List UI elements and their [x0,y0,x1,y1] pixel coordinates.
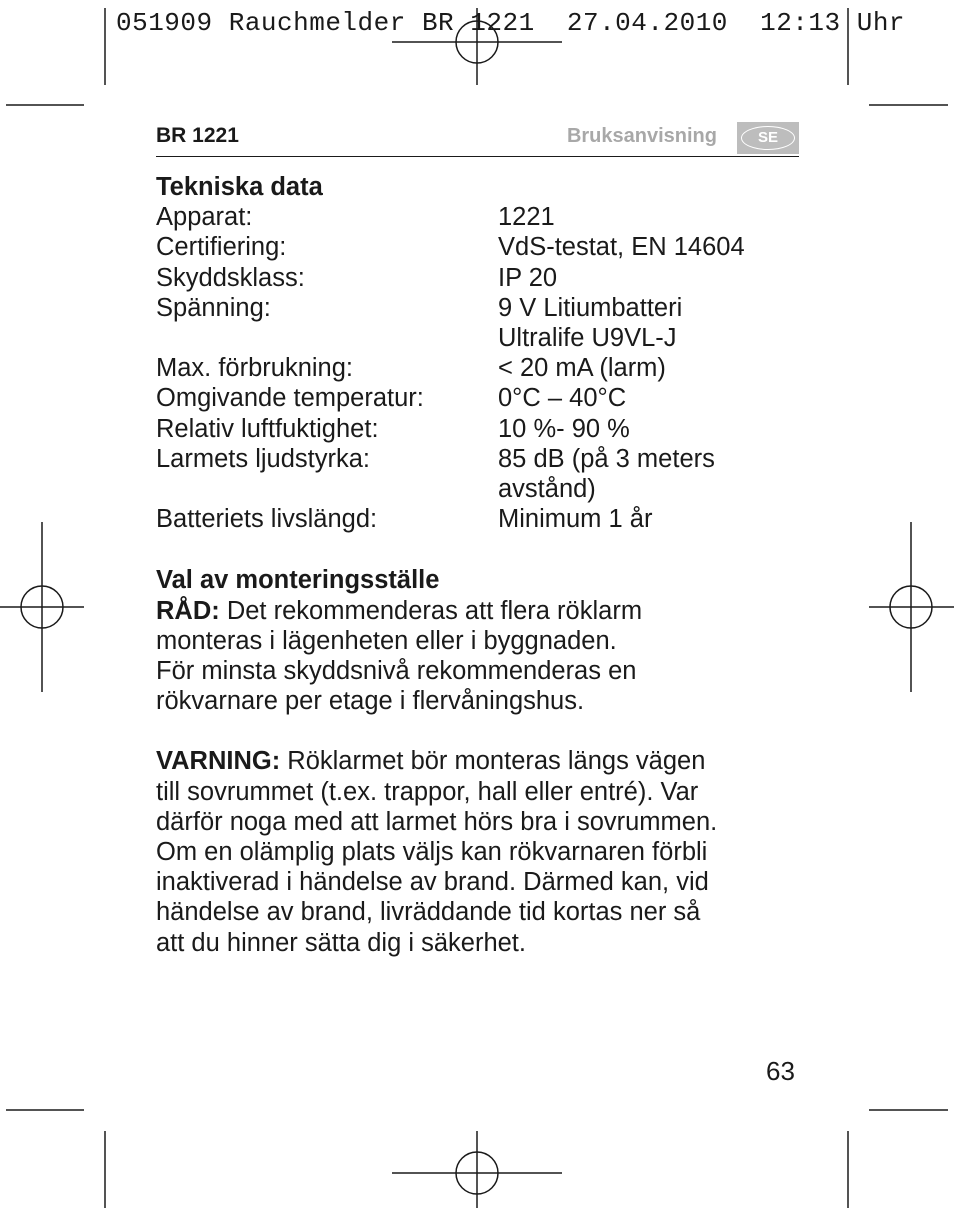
spec-row [156,232,816,262]
spec-value-line: VdS-testat, EN 14604 [498,233,745,262]
spec-value-line: IP 20 [498,263,558,292]
spacer [156,534,816,565]
spec-value-line: avstånd) [498,475,596,504]
spec-row [156,414,816,444]
paragraph-line: För minsta skyddsnivå rekommenderas en [156,657,637,686]
spec-value-line: Minimum 1 år [498,505,653,534]
spec-row [156,504,816,534]
page-header [156,120,799,157]
spec-label: Certifiering: [156,233,287,262]
model-title: BR 1221 [156,124,239,147]
spec-row [156,202,816,232]
technical-data-heading: Tekniska data [156,173,323,201]
advice-text: Det rekommenderas att flera röklarm [219,596,643,625]
spec-row [156,383,816,413]
spec-value-line: 9 V Litiumbatteri [498,293,683,322]
spec-value [498,353,816,383]
paragraph-line [156,746,816,776]
spec-row [156,263,816,293]
paragraph-line: Om en olämplig plats väljs kan rökvarnaren förbli [156,838,708,867]
paragraph-line: monteras i lägenheten eller i byggnaden. [156,626,617,655]
spec-label: Relativ luftfuktighet: [156,414,379,443]
print-slug: 051909 Rauchmelder BR 1221 27.04.2010 12:13 Uhr [116,8,906,38]
paragraph-line: till sovrummet (t.ex. trappor, hall eller entré). Var [156,777,699,806]
spec-label: Omgivande temperatur: [156,384,424,413]
paragraph-line [156,596,816,626]
spec-label: Max. förbrukning: [156,354,354,383]
spec-label: Larmets ljudstyrka: [156,444,370,473]
spec-value [498,232,816,262]
spec-value [498,293,816,353]
spec-label: Batteriets livslängd: [156,505,378,534]
paragraph-line: inaktiverad i händelse av brand. Därmed kan, vid [156,868,709,897]
spec-value-line: 85 dB (på 3 meters [498,444,715,473]
spec-label: Skyddsklass: [156,263,305,292]
spec-value [498,444,816,504]
paragraph-line: rökvarnare per etage i flervåningshus. [156,687,585,716]
spec-value [498,202,816,232]
manual-label: Bruksanvisning [566,125,717,147]
advice-lead: RÅD: [156,596,220,625]
spec-value [498,504,816,534]
spec-label: Spänning: [156,293,271,322]
page-number: 63 [766,1056,795,1086]
warning-text: Röklarmet bör monteras längs vägen [280,747,706,776]
language-code: SE [741,126,795,150]
advice-paragraph [156,596,816,717]
spec-value-line: 10 %- 90 % [498,414,630,443]
main-content [156,172,816,958]
spec-value-line: < 20 mA (larm) [498,354,666,383]
spec-label: Apparat: [156,203,253,232]
language-badge [737,122,799,154]
mounting-heading: Val av monteringsställe [156,566,440,595]
paragraph-line: att du hinner sätta dig i säkerhet. [156,928,526,957]
warning-lead: VARNING: [156,747,281,776]
spec-value [498,383,816,413]
spec-row [156,444,816,504]
spec-value-line: Ultralife U9VL-J [498,324,677,353]
warning-paragraph [156,746,816,957]
spec-value-line: 1221 [498,203,555,232]
spec-table [156,202,816,534]
spec-value-line: 0°C – 40°C [498,384,627,413]
spec-row [156,353,816,383]
spacer [156,716,816,746]
spec-row [156,293,816,353]
paragraph-line: därför noga med att larmet hörs bra i sovrummen. [156,807,718,836]
spec-value [498,263,816,293]
paragraph-line: händelse av brand, livräddande tid kortas ner så [156,898,701,927]
spec-value [498,414,816,444]
